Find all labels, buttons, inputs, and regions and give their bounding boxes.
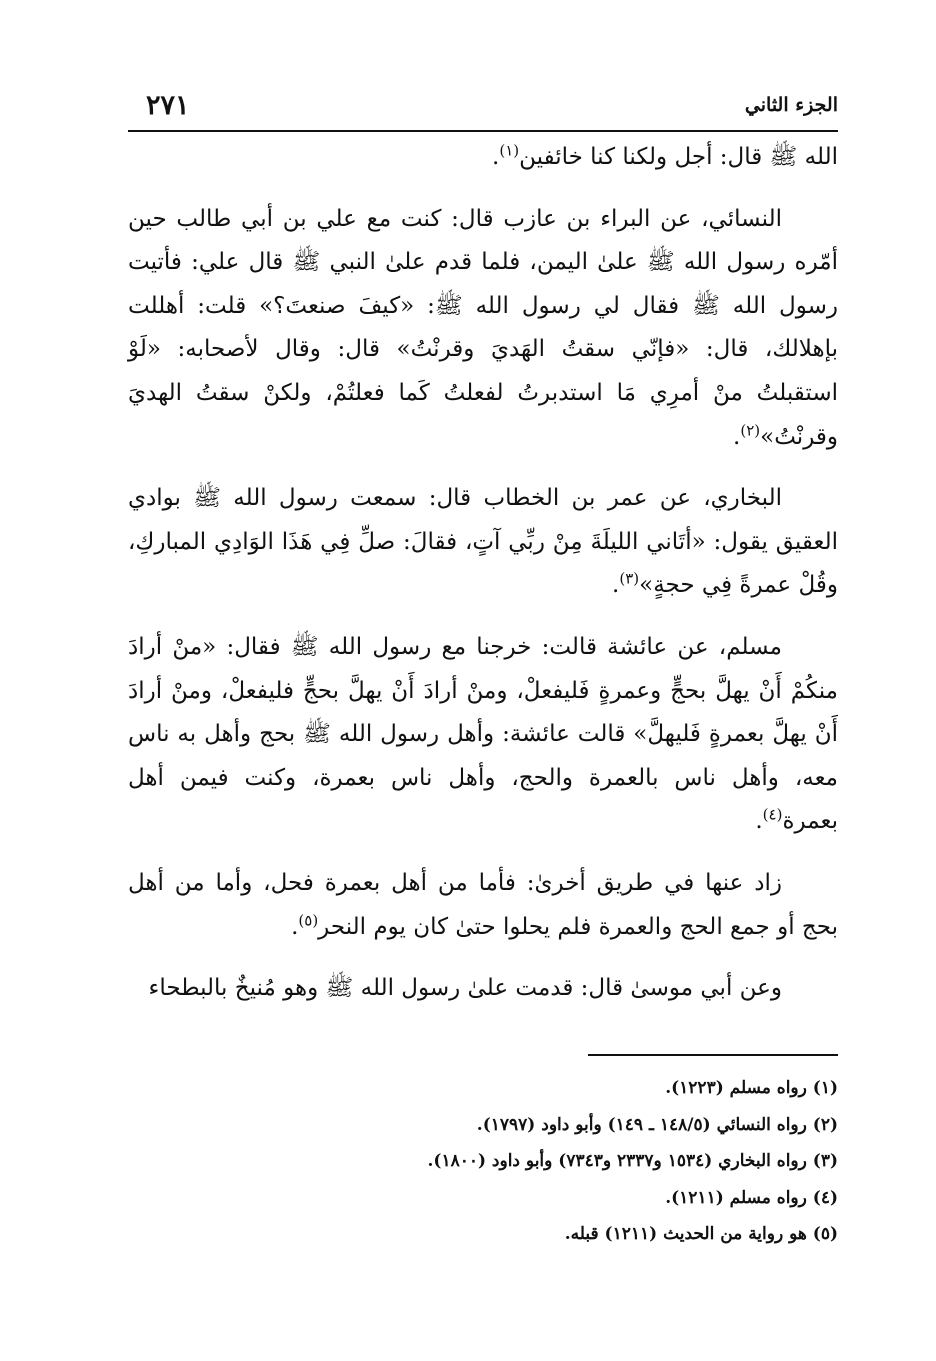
footnote-3: (٣) رواه البخاري (١٥٣٤ و٢٣٣٧ و٧٣٤٣) وأبو داود (١٨٠٠). <box>427 1151 838 1171</box>
page-header <box>128 88 838 128</box>
paragraph-end: . <box>733 423 741 450</box>
body-text <box>128 136 838 1029</box>
paragraph-nasai <box>128 198 838 460</box>
paragraph-text: الله ﷺ قال: أجل ولكنا كنا خائفين <box>519 144 838 170</box>
paragraph-end: . <box>755 808 763 835</box>
paragraph-end: . <box>291 913 299 940</box>
footnote-2: (٢) رواه النسائي (١٤٨/٥ ـ ١٤٩) وأبو داود (١٧٩٧). <box>476 1114 838 1135</box>
footnotes <box>128 1070 838 1253</box>
footnote-rule <box>588 1054 838 1056</box>
footnote-1: (١) رواه مسلم (١٢٢٣). <box>665 1078 838 1098</box>
footnote-ref: (٤) <box>762 805 783 824</box>
running-title: الجزء الثاني <box>744 94 838 116</box>
footnote-ref: (١) <box>499 141 520 160</box>
footnote-4: (٤) رواه مسلم (١٢١١). <box>665 1187 838 1208</box>
paragraph-muslim <box>128 626 838 844</box>
paragraph-abu-musa <box>128 967 838 1011</box>
paragraph-continuation <box>128 136 838 180</box>
paragraph-end: . <box>612 572 620 599</box>
page-number: ٢٧١ <box>146 90 190 121</box>
footnote-ref: (٥) <box>298 910 319 929</box>
header-rule <box>128 130 838 132</box>
paragraph-text: زاد عنها في طريق أخرىٰ: فأما من أهل بعمرة فحل، وأما من أهل بحج أو جمع الحج والعمرة فلم يحلوا حتىٰ كان يوم النحر <box>128 869 838 940</box>
paragraph-bukhari <box>128 477 838 608</box>
footnote-ref: (٣) <box>619 569 640 588</box>
paragraph-addition <box>128 862 838 949</box>
footnote-ref: (٢) <box>740 420 761 439</box>
footnote-5: (٥) هو رواية من الحديث (١٢١١) قبله. <box>564 1224 838 1244</box>
paragraph-text: البخاري، عن عمر بن الخطاب قال: سمعت رسول الله ﷺ بوادي العقيق يقول: «أتَاني الليلَةَ مِنْ ربِّي آتٍ، فقالَ: صلِّ فِي هَذَا الوَادِي المباركِ، وقُلْ عمرةً فِي حجةٍ» <box>128 485 838 599</box>
paragraph-end: . <box>492 144 500 170</box>
paragraph-text: النسائي، عن البراء بن عازب قال: كنت مع علي بن أبي طالب حين أمّره رسول الله ﷺ علىٰ اليمن، فلما قدم علىٰ النبي ﷺ قال علي: فأتيت رسول الله ﷺ فقال لي رسول الله ﷺ: «كيفَ صنعتَ؟» قلت: أهللت بإهلالك، قال: «فإنّي سقتُ الهَديَ وقرنْتُ» قال: وقال لأصحابه: «لَوْ استقبلتُ منْ أمرِي مَا استدبرتُ لفعلتُ كَما فعلتُمْ، ولكنْ سقتُ الهديَ وقرنْتُ» <box>128 205 838 450</box>
paragraph-text: مسلم، عن عائشة قالت: خرجنا مع رسول الله ﷺ فقال: «منْ أرادَ منكُمْ أَنْ يهلَّ بحجٍّ وعمرةٍ فَليفعلْ، ومنْ أرادَ أَنْ يهلَّ بحجٍّ فليفعلْ، ومنْ أرادَ أَنْ يهلَّ بعمرةٍ فَليهلَّ» قالت عائشة: وأهل رسول الله ﷺ بحج وأهل به ناس معه، وأهل ناس بالعمرة والحج، وأهل ناس بعمرة، وكنت فيمن أهل بعمرة <box>128 633 838 835</box>
paragraph-text: وعن أبي موسىٰ قال: قدمت علىٰ رسول الله ﷺ وهو مُنيخٌ بالبطحاء <box>148 975 782 1002</box>
